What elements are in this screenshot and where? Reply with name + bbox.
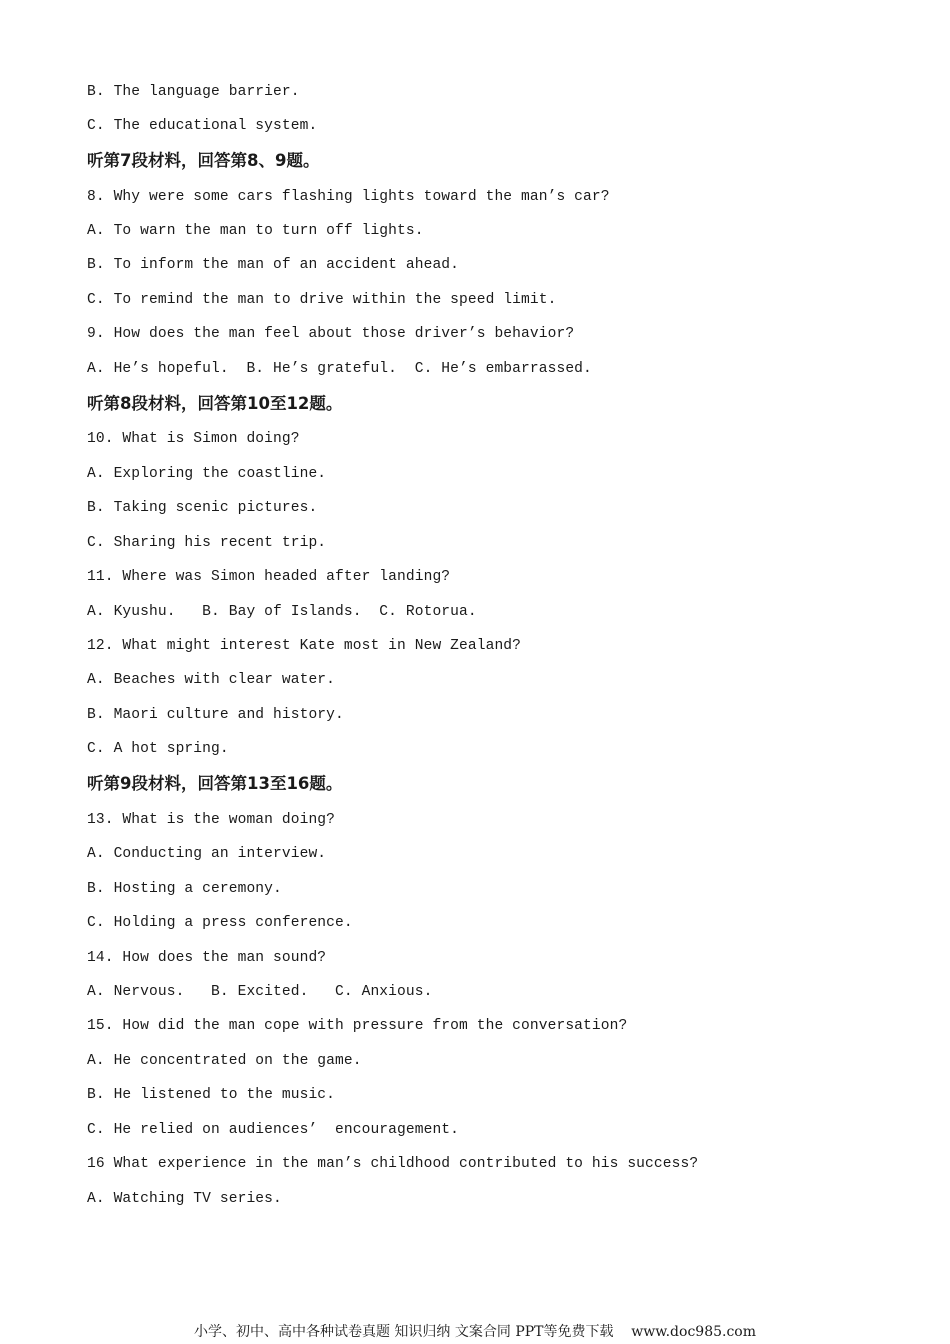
page-footer: 小学、初中、高中各种试卷真题 知识归纳 文案合同 PPT等免费下载 www.doc985.com: [193, 1324, 756, 1340]
option-line: B. Hosting a ceremony.: [87, 881, 282, 897]
question-line: 9. How does the man feel about those driver’s behavior?: [87, 326, 575, 342]
option-line: A. He concentrated on the game.: [87, 1053, 362, 1069]
question-line: 8. Why were some cars flashing lights toward the man’s car?: [87, 189, 610, 205]
option-line: C. He relied on audiences’ encouragement.: [87, 1122, 460, 1138]
option-line: C. To remind the man to drive within the speed limit.: [87, 292, 557, 308]
question-line: 10. What is Simon doing?: [87, 431, 300, 447]
section-heading: 听第7段材料，回答第8、9题。: [87, 151, 320, 170]
option-line: A. Kyushu. B. Bay of Islands. C. Rotorua.: [87, 604, 477, 620]
option-line: B. Taking scenic pictures.: [87, 500, 318, 516]
question-line: 12. What might interest Kate most in New Zealand?: [87, 638, 522, 654]
question-line: 13. What is the woman doing?: [87, 812, 336, 828]
option-line: A. Beaches with clear water.: [87, 672, 336, 688]
option-line: A. Nervous. B. Excited. C. Anxious.: [87, 984, 433, 1000]
section-heading: 听第9段材料，回答第13至16题。: [87, 774, 343, 793]
option-line: A. Watching TV series.: [87, 1191, 282, 1207]
option-line: B. To inform the man of an accident ahead.: [87, 257, 460, 273]
option-line: B. Maori culture and history.: [87, 707, 344, 723]
option-line: A. Exploring the coastline.: [87, 466, 327, 482]
option-line: C. Holding a press conference.: [87, 915, 353, 931]
question-line: 15. How did the man cope with pressure from the conversation?: [87, 1018, 628, 1034]
option-line: C. A hot spring.: [87, 741, 229, 757]
option-line: A. Conducting an interview.: [87, 846, 327, 862]
question-line: 11. Where was Simon headed after landing?: [87, 569, 451, 585]
option-line: C. Sharing his recent trip.: [87, 535, 327, 551]
section-heading: 听第8段材料，回答第10至12题。: [87, 394, 343, 413]
question-line: 16 What experience in the man’s childhood contributed to his success?: [87, 1156, 699, 1172]
option-line: B. He listened to the music.: [87, 1087, 336, 1103]
option-line: A. He’s hopeful. B. He’s grateful. C. He’s embarrassed.: [87, 361, 592, 377]
question-line: 14. How does the man sound?: [87, 950, 327, 966]
option-line: C. The educational system.: [87, 118, 318, 134]
option-line: B. The language barrier.: [87, 84, 300, 100]
option-line: A. To warn the man to turn off lights.: [87, 223, 424, 239]
